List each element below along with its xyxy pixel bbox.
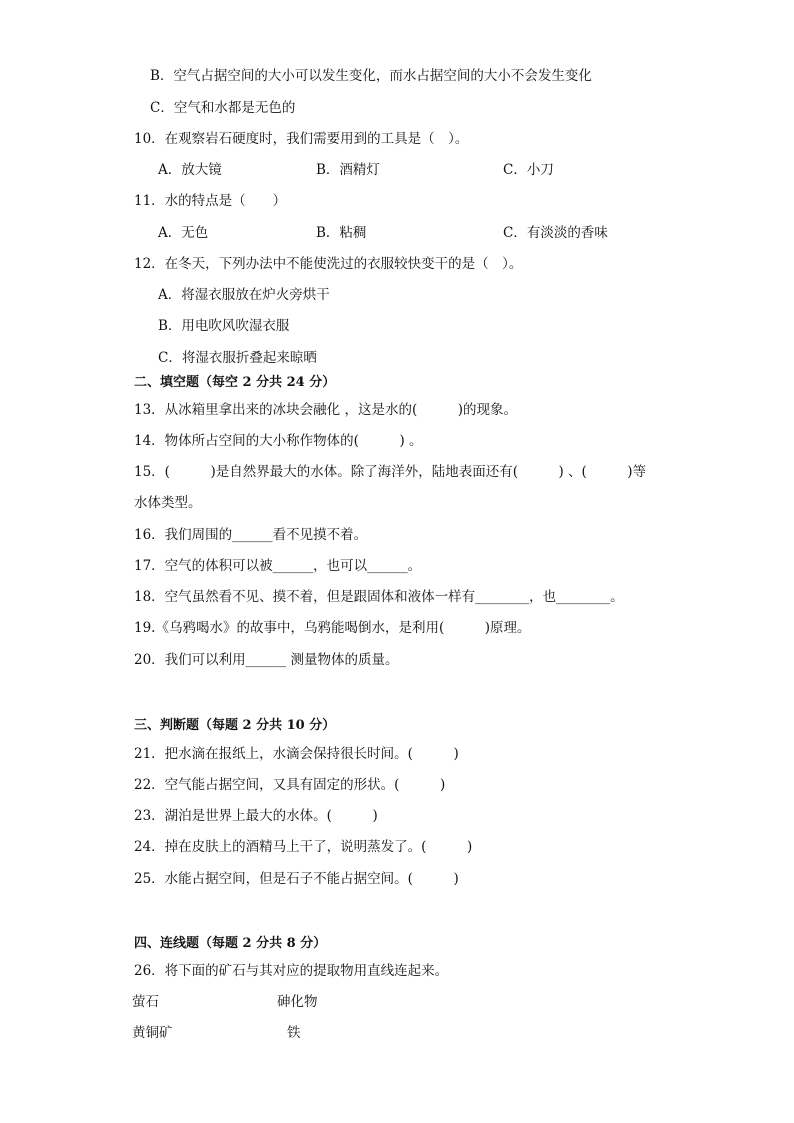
q12-option-a: A．将湿衣服放在炉火旁烘干 xyxy=(158,287,330,303)
question-15: 15．( )是自然界最大的水体。除了海洋外，陆地表面还有( ) 、( )等 xyxy=(134,464,647,480)
question-20: 20．我们可以利用______ 测量物体的质量。 xyxy=(134,652,399,668)
q10-option-c: C．小刀 xyxy=(503,162,554,178)
question-18: 18．空气虽然看不见、摸不着，但是跟固体和液体一样有________，也________。 xyxy=(134,589,624,605)
section-3-heading: 三、判断题（每题 2 分共 10 分） xyxy=(134,718,336,733)
match-right-item: 砷化物 xyxy=(277,994,318,1010)
q11-option-b: B．粘稠 xyxy=(316,225,367,241)
q12-option-b: B．用电吹风吹湿衣服 xyxy=(158,318,290,334)
match-right-item: 铁 xyxy=(287,1025,301,1041)
q10-option-a: A．放大镜 xyxy=(158,162,222,178)
question-12: 12．在冬天，下列办法中不能使洗过的衣服较快变干的是（ ）。 xyxy=(134,256,523,272)
question-23: 23．湖泊是世界上最大的水体。( ) xyxy=(134,808,378,824)
q9-option-b: B．空气占据空间的大小可以发生变化，而水占据空间的大小不会发生变化 xyxy=(150,68,592,84)
question-15-cont: 水体类型。 xyxy=(134,495,202,511)
question-24: 24．掉在皮肤上的酒精马上干了，说明蒸发了。( ) xyxy=(134,839,473,855)
question-10: 10．在观察岩石硬度时，我们需要用到的工具是（ ）。 xyxy=(134,131,469,147)
question-14: 14．物体所占空间的大小称作物体的( ) 。 xyxy=(134,433,423,449)
question-22: 22．空气能占据空间，又具有固定的形状。( ) xyxy=(134,777,446,793)
question-16: 16．我们周围的______看不见摸不着。 xyxy=(134,527,368,543)
question-11: 11．水的特点是（ ） xyxy=(134,193,287,209)
section-2-heading: 二、填空题（每空 2 分共 24 分） xyxy=(134,375,336,390)
question-13: 13．从冰箱里拿出来的冰块会融化 ，这是水的( )的现象。 xyxy=(134,402,518,418)
q9-option-c: C．空气和水都是无色的 xyxy=(150,100,296,116)
match-left-item: 萤石 xyxy=(132,994,159,1010)
q12-option-c: C．将湿衣服折叠起来晾晒 xyxy=(158,350,317,366)
question-26: 26．将下面的矿石与其对应的提取物用直线连起来。 xyxy=(134,963,449,979)
question-19: 19.《乌鸦喝水》的故事中，乌鸦能喝倒水，是利用( )原理。 xyxy=(134,620,531,636)
q11-option-c: C．有淡淡的香味 xyxy=(503,225,608,241)
section-4-heading: 四、连线题（每题 2 分共 8 分） xyxy=(134,936,327,951)
q11-option-a: A．无色 xyxy=(158,225,209,241)
question-25: 25．水能占据空间，但是石子不能占据空间。( ) xyxy=(134,871,459,887)
question-17: 17．空气的体积可以被______，也可以______。 xyxy=(134,558,422,574)
q10-option-b: B．酒精灯 xyxy=(316,162,380,178)
match-left-item: 黄铜矿 xyxy=(132,1025,173,1041)
question-21: 21．把水滴在报纸上，水滴会保持很长时间。( ) xyxy=(134,746,459,762)
